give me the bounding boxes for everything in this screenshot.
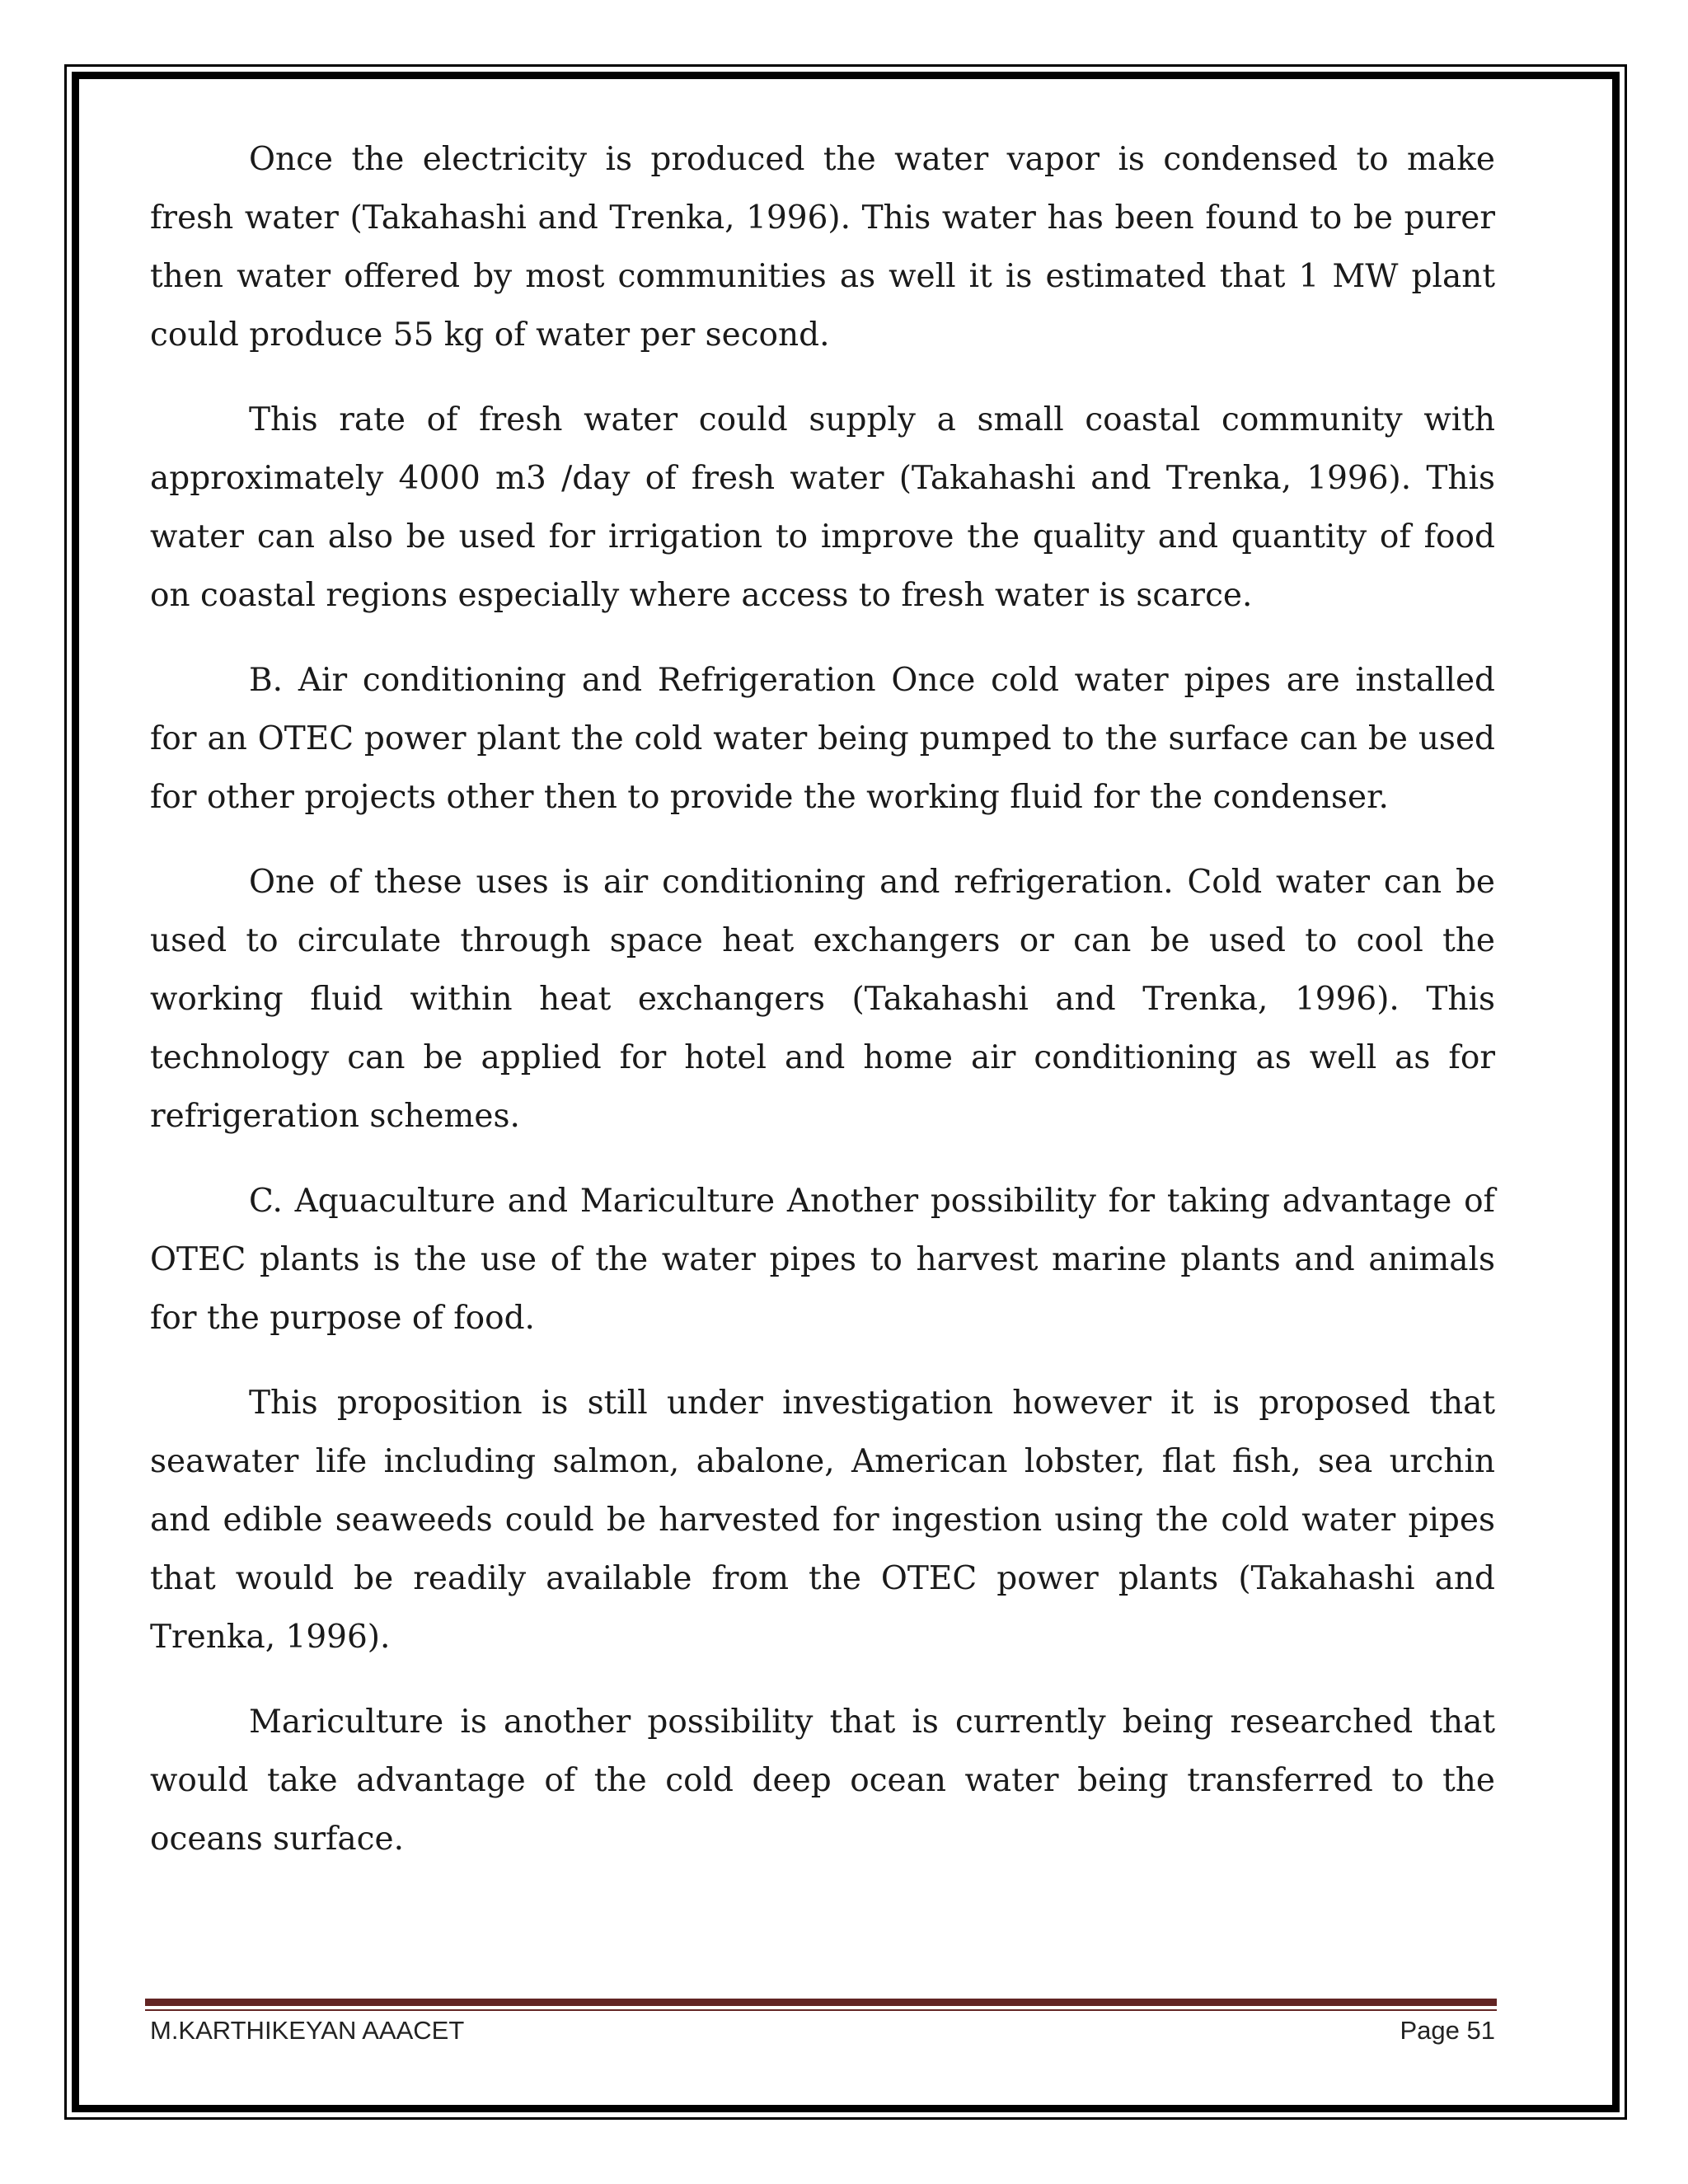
paragraph-mariculture: Mariculture is another possibility that is currently being researched that would take advantage of the cold deep ocean water being transferred to the oceans surface. [150, 1704, 1495, 1858]
paragraph-fresh-water-supply: This rate of fresh water could supply a small coastal community with approximately 4000 m3 /day of fresh water (Takahashi and Trenka, 1996). This water can also be used for irrigation to improve the quality and quantity of food on coastal regions especially where access to fresh water is scarce. [150, 401, 1495, 614]
footer-author: M.KARTHIKEYAN AAACET [150, 2016, 465, 2045]
footer-divider-thin [145, 2009, 1497, 2011]
page-footer [150, 2016, 1495, 2046]
paragraph-aquaculture: C. Aquaculture and Mariculture Another possibility for taking advantage of OTEC plants is the use of the water pipes to harvest marine plants and animals for the purpose of food. [150, 1183, 1495, 1337]
document-body [150, 130, 1495, 1895]
paragraph-cold-water-uses: One of these uses is air conditioning and refrigeration. Cold water can be used to circulate through space heat exchangers or can be used to cool the working fluid within heat exchangers (Takahashi and Trenka, 1996). This technology can be applied for hotel and home air conditioning as well as for refrigeration schemes. [150, 864, 1495, 1135]
footer-page-number: Page 51 [1400, 2016, 1495, 2045]
footer-divider [145, 1999, 1497, 2011]
paragraph-proposition: This proposition is still under investigation however it is proposed that seawater life including salmon, abalone, American lobster, flat fish, sea urchin and edible seaweeds could be harvested for ingestion using the cold water pipes that would be readily available from the OTEC power plants (Takahashi and Trenka, 1996). [150, 1385, 1495, 1656]
paragraph-air-conditioning: B. Air conditioning and Refrigeration Once cold water pipes are installed for an OTEC power plant the cold water being pumped to the surface can be used for other projects other then to provide the working fluid for the condenser. [150, 662, 1495, 816]
paragraph-fresh-water-production: Once the electricity is produced the water vapor is condensed to make fresh water (Takahashi and Trenka, 1996). This water has been found to be purer then water offered by most communities as well it is estimated that 1 MW plant could produce 55 kg of water per second. [150, 141, 1495, 354]
footer-divider-thick [145, 1999, 1497, 2006]
